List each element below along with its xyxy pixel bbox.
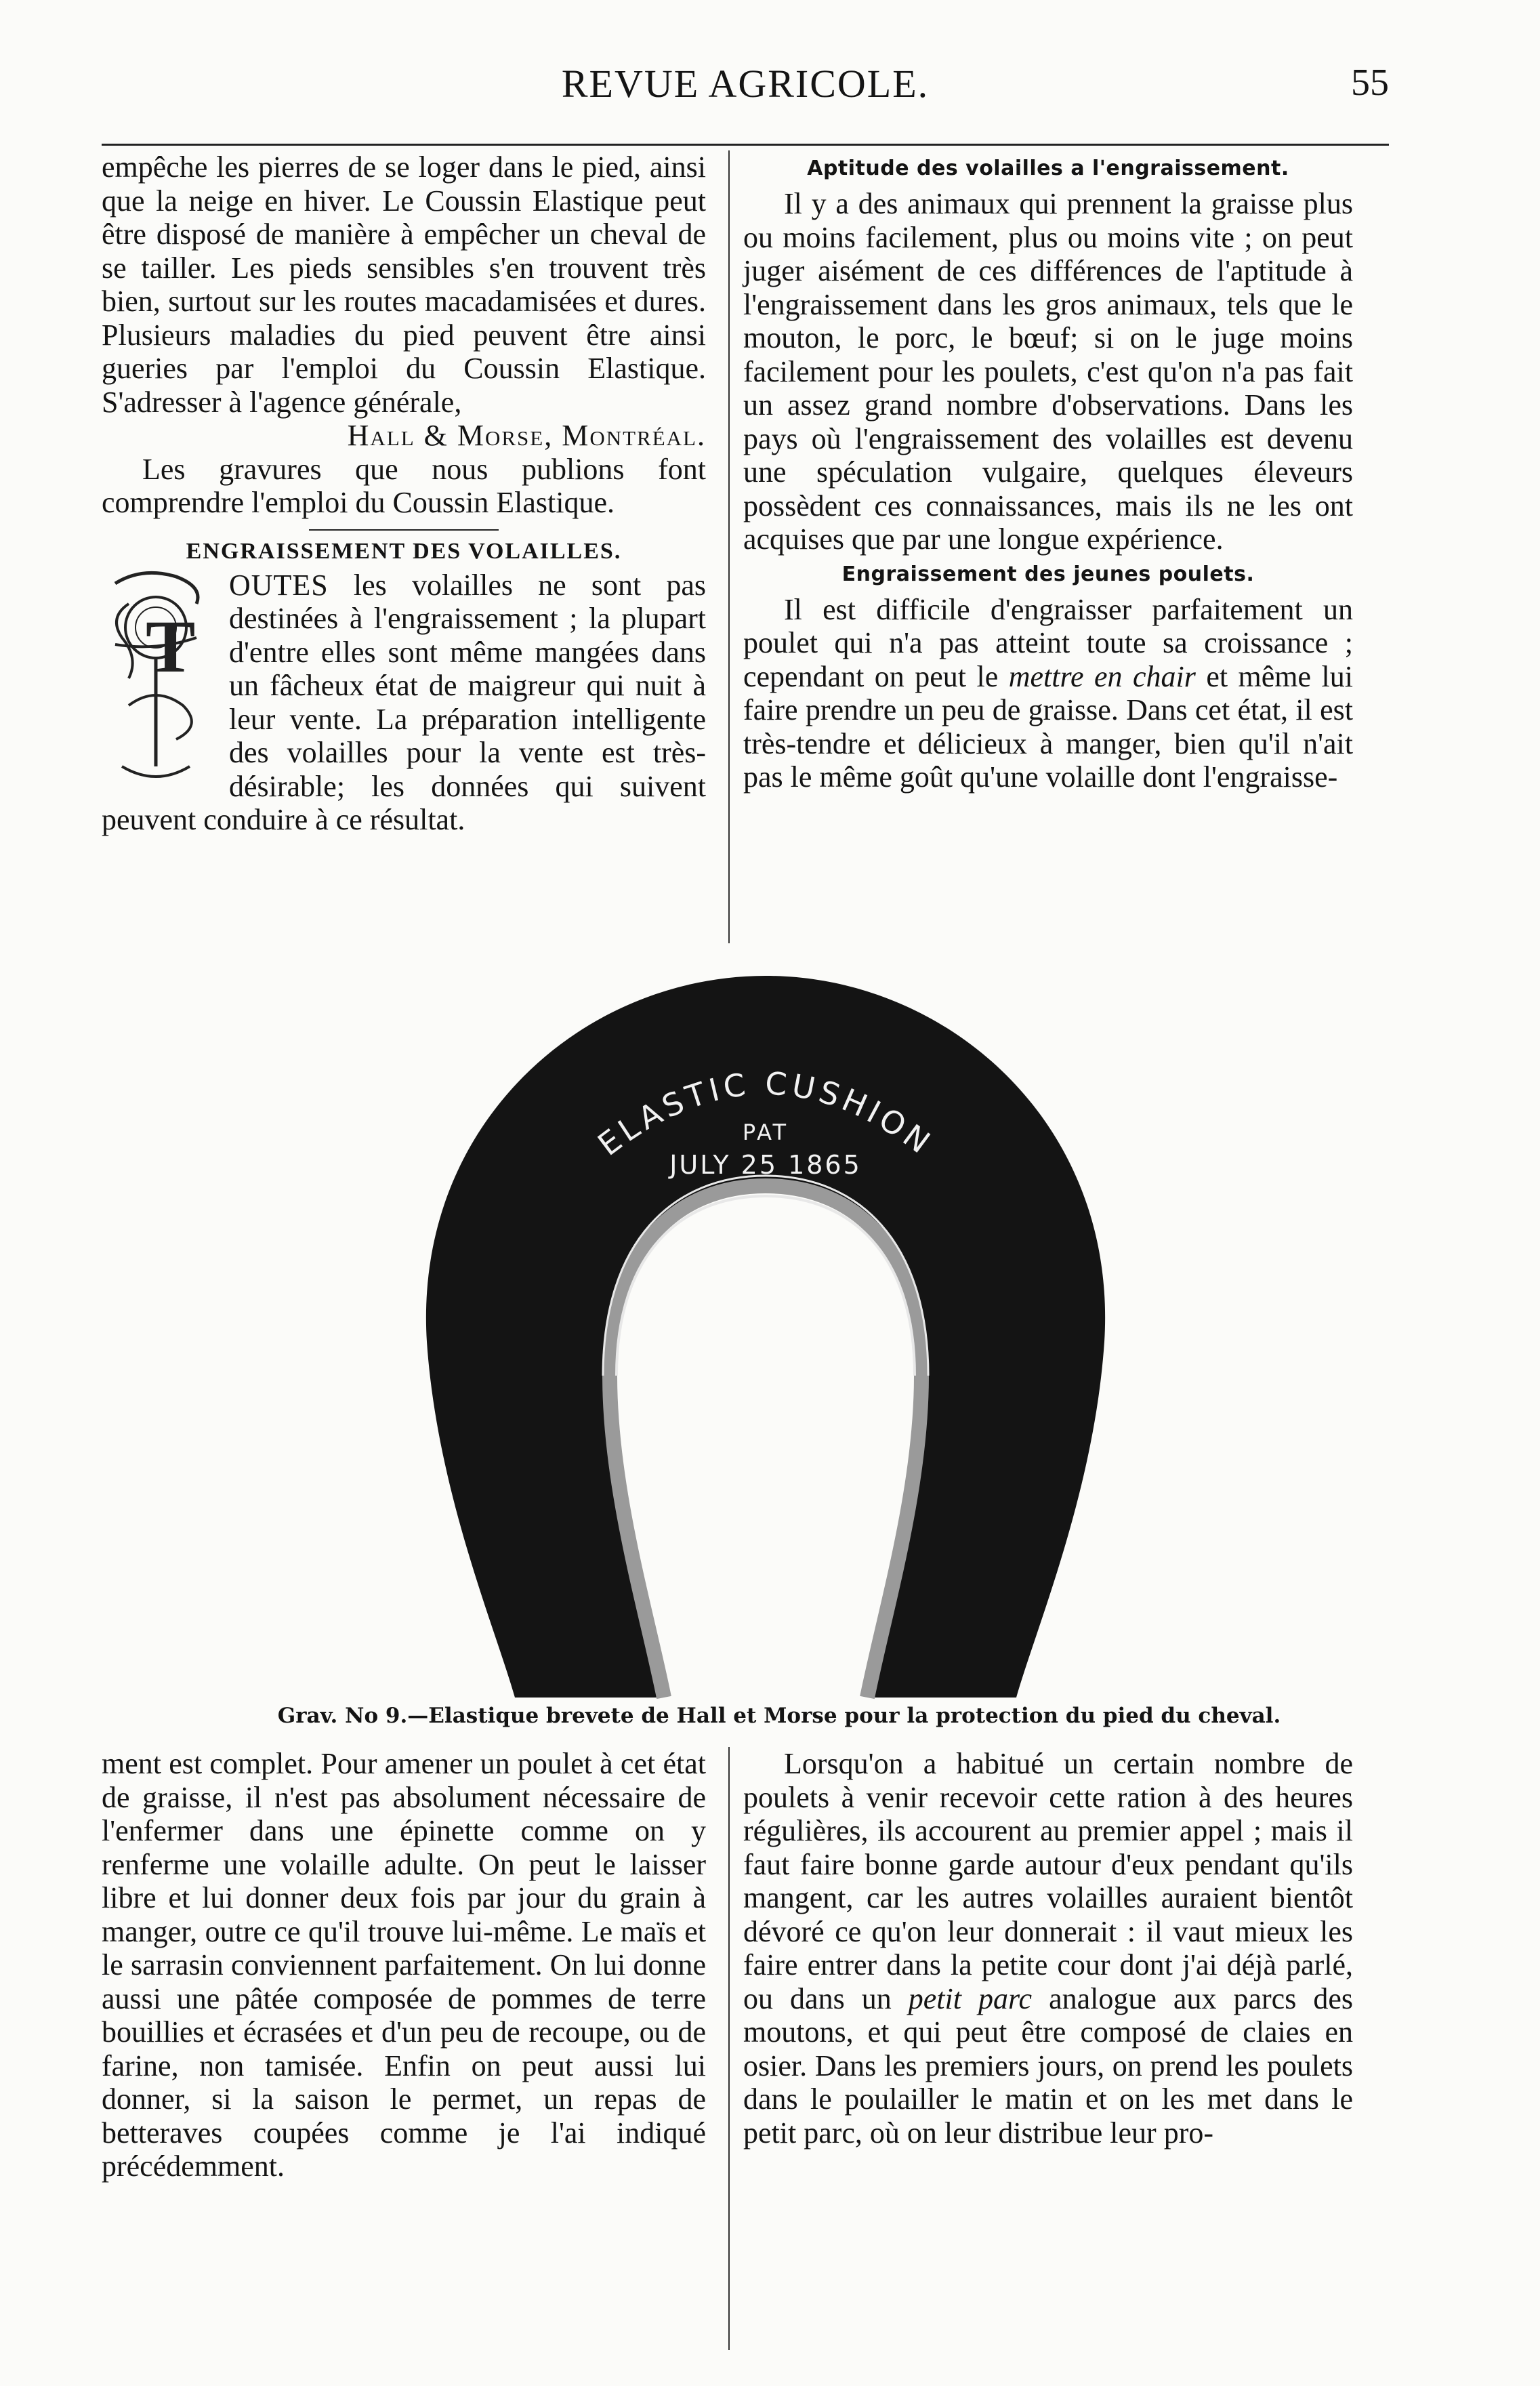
- running-title: REVUE AGRICOLE.: [561, 62, 930, 106]
- paragraph-gravures: Les gravures que nous publions font comprendre l'emploi du Coussin Elastique.: [102, 452, 706, 519]
- heading-aptitude: Aptitude des volailles a l'engraissement.: [807, 157, 1289, 180]
- figure-caption: Grav. No 9.—Elastique brevete de Hall et Morse pour la protection du pied du cheval.: [277, 1704, 1281, 1728]
- paragraph-coussin: empêche les pierres de se loger dans le pied, ainsi que la neige en hiver. Le Coussin Elastique peut être disposé de manière à empêcher un cheval de se tailler. Les pieds sensibles s'en trouvent très bien, surtout sur les routes macadamisées et dures. Plusieurs maladies du pied peuvent être ainsi gueries par l'emploi du Coussin Elastique. S'adresser à l'agence générale,: [102, 150, 706, 419]
- paragraph-aptitude: Il y a des animaux qui prennent la graisse plus ou moins facilement, plus ou moins vite ; on peut juger aisément de ces différences de l'aptitude à l'engraissement dans les gros animaux, tels que le mouton, le porc, le bœuf; si on le juge moins facilement pour les poulets, c'est qu'on n'a pas fait un assez grand nombre d'observations. Dans les pays où l'engraissement des volailles est devenu une spéculation vulgaire, quelques éleveurs possèdent ces connaissances, mais ils ne les ont acquises que par une longue expérience.: [743, 187, 1353, 556]
- column-divider-top: [728, 150, 730, 943]
- section-heading-engraissement: ENGRAISSEMENT DES VOLAILLES.: [186, 538, 622, 564]
- header-rule: [102, 144, 1389, 146]
- column-divider-bottom: [728, 1747, 730, 2350]
- ornamental-dropcap-icon: [102, 563, 217, 800]
- column-top-right: [743, 150, 1353, 794]
- section-rule: [309, 529, 499, 531]
- paragraph-engraissement-suite: ment est complet. Pour amener un poulet à cet état de graisse, il n'est pas absolument nécessaire de l'enfermer dans une épinette comme on y renferme une volaille adulte. On peut le laisser libre et lui donner deux fois par jour du grain à manger, outre ce qu'il trouve lui-même. Le maïs et le sarrasin conviennent parfaitement. On lui donne aussi une pâtée composée de pommes de terre bouillies et écrasées et d'un peu de recoupe, ou de farine, non tamisée. Enfin on peut aussi lui donner, si la saison le permet, un repas de betteraves coupées comme je l'ai indiqué précédemment.: [102, 1747, 706, 2183]
- stamp-text-elastic-cushion: ELASTIC CUSHION: [591, 1065, 940, 1163]
- column-top-left: [102, 150, 706, 837]
- column-bottom-right: [743, 1747, 1353, 2150]
- page-header: [102, 61, 1389, 122]
- paragraph-volailles: OUTES les volailles ne sont pas destinées à l'engraissement ; la plupart d'entre elles sont même mangées dans un fâcheux état de maigreur qui nuit à leur vente. La préparation intelligente des volailles pour la vente est très-désirable; les données qui suivent peuvent conduire à ce résultat.: [102, 568, 706, 836]
- signature: Hall & Morse, Montréal.: [347, 419, 706, 452]
- column-bottom-left: [102, 1747, 706, 2183]
- stamp-text-date: JULY 25 1865: [669, 1150, 862, 1180]
- stamp-text-pat: PAT: [742, 1119, 789, 1145]
- article-intro: [102, 569, 706, 837]
- horseshoe-cushion-illustration: [407, 962, 1125, 1701]
- paragraph-ration: Lorsqu'on a habitué un certain nombre de poulets à venir recevoir cette ration à des heures régulières, ils accourent au premier appel ; mais il faut faire bonne garde autour d'eux pendant qu'ils mangent, car les autres volailles auraient bientôt dévoré ce qu'on leur donnerait : il vaut mieux les faire entrer dans la petite cour dont j'ai déjà parlé, ou dans un petit parc analogue aux parcs des moutons, et qui peut être composé de claies en osier. Dans les premiers jours, on prend les poulets dans le poulailler le matin et on les met dans le petit parc, où on leur distribue leur pro-: [743, 1747, 1353, 2150]
- dropcap-letter: T: [146, 604, 196, 688]
- paragraph-jeunes-poulets: Il est difficile d'engraisser parfaitement un poulet qui n'a pas atteint toute sa croissance ; cependant on peut le mettre en chair et même lui faire prendre un peu de graisse. Dans cet état, il est très-tendre et délicieux à manger, bien qu'il n'ait pas le même goût qu'une volaille dont l'engraisse-: [743, 592, 1353, 794]
- page-number: 55: [1351, 62, 1389, 104]
- heading-jeunes-poulets: Engraissement des jeunes poulets.: [841, 562, 1255, 586]
